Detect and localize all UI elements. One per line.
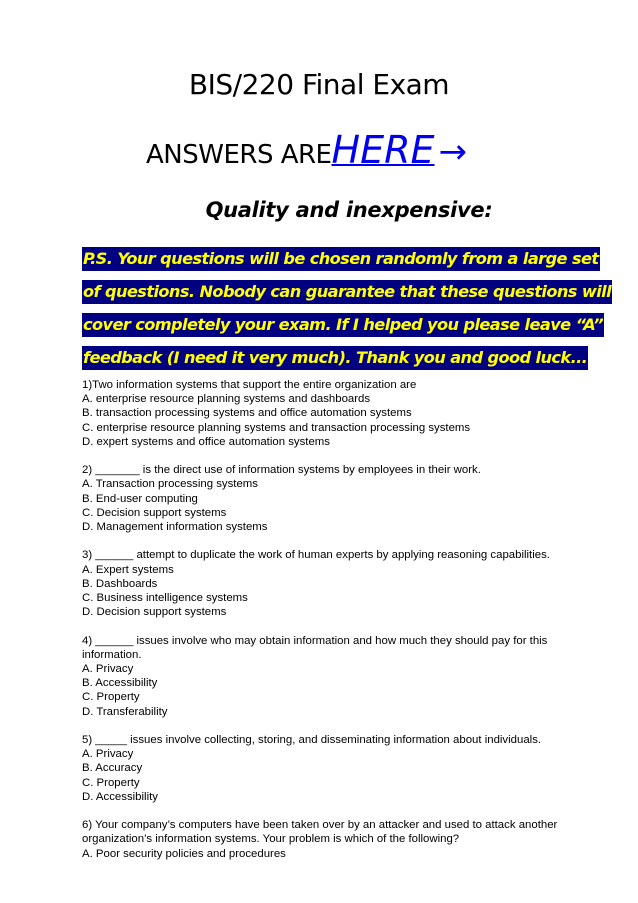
question-5 xyxy=(82,733,602,804)
ps-note-line: feedback (I need it very much). Thank you and good luck... xyxy=(82,341,582,374)
subtitle: Quality and inexpensive: xyxy=(205,198,493,222)
page-title: BIS/220 Final Exam xyxy=(188,68,450,101)
ps-note xyxy=(82,242,612,374)
answer-option: A. Transaction processing systems xyxy=(82,478,258,491)
answer-option: C. Property xyxy=(82,776,140,789)
answer-option: A. Privacy xyxy=(82,663,134,676)
answer-option: D. Decision support systems xyxy=(82,606,227,619)
ps-note-line: cover completely your exam. If I helped you please leave “A” xyxy=(82,308,582,341)
answer-option: C. Business intelligence systems xyxy=(82,592,248,605)
ps-note-line: of questions. Nobody can guarantee that these questions will xyxy=(82,275,582,308)
answer-option: D. Accessibility xyxy=(82,790,158,803)
answer-option: D. expert systems and office automation systems xyxy=(82,435,330,448)
question-2 xyxy=(82,463,602,534)
question-text: 6) Your company’s computers have been taken over by an attacker and used to attack another organization’s information systems. Your problem is which of the following? xyxy=(82,819,558,846)
answer-option: C. enterprise resource planning systems and transaction processing systems xyxy=(82,421,471,434)
answer-option: A. Poor security policies and procedures xyxy=(82,847,286,860)
right-arrow-icon[interactable]: → xyxy=(438,132,467,172)
answers-label: ANSWERS ARE xyxy=(146,140,332,170)
answer-option: D. Transferability xyxy=(82,705,168,718)
answer-option: B. Accessibility xyxy=(82,677,158,690)
here-link[interactable]: HERE xyxy=(331,128,435,172)
question-text: 1)Two information systems that support the entire organization are xyxy=(82,379,417,391)
answer-option: A. Expert systems xyxy=(82,563,174,576)
question-6 xyxy=(82,818,602,861)
question-1 xyxy=(82,378,602,449)
question-text: 2) _______ is the direct use of information systems by employees in their work. xyxy=(82,464,481,477)
answer-option: A. enterprise resource planning systems and dashboards xyxy=(82,393,371,406)
question-text: 3) ______ attempt to duplicate the work of human experts by applying reasoning capabilities. xyxy=(82,549,550,562)
question-3 xyxy=(82,548,602,619)
answer-option: C. Property xyxy=(82,691,140,704)
answer-option: B. transaction processing systems and office automation systems xyxy=(82,407,412,420)
question-text: 5) _____ issues involve collecting, storing, and disseminating information about individuals. xyxy=(82,734,542,747)
question-4 xyxy=(82,634,602,719)
answer-option: C. Decision support systems xyxy=(82,506,227,519)
answer-option: D. Management information systems xyxy=(82,521,268,534)
answer-option: B. End-user computing xyxy=(82,492,198,505)
answer-option: A. Privacy xyxy=(82,748,134,761)
question-text: 4) ______ issues involve who may obtain information and how much they should pay for this information. xyxy=(82,634,548,661)
answer-option: B. Dashboards xyxy=(82,577,158,590)
ps-note-line: P.S. Your questions will be chosen randomly from a large set xyxy=(82,242,582,275)
answer-option: B. Accuracy xyxy=(82,762,143,775)
question-list xyxy=(82,378,602,875)
answers-line xyxy=(146,128,467,178)
